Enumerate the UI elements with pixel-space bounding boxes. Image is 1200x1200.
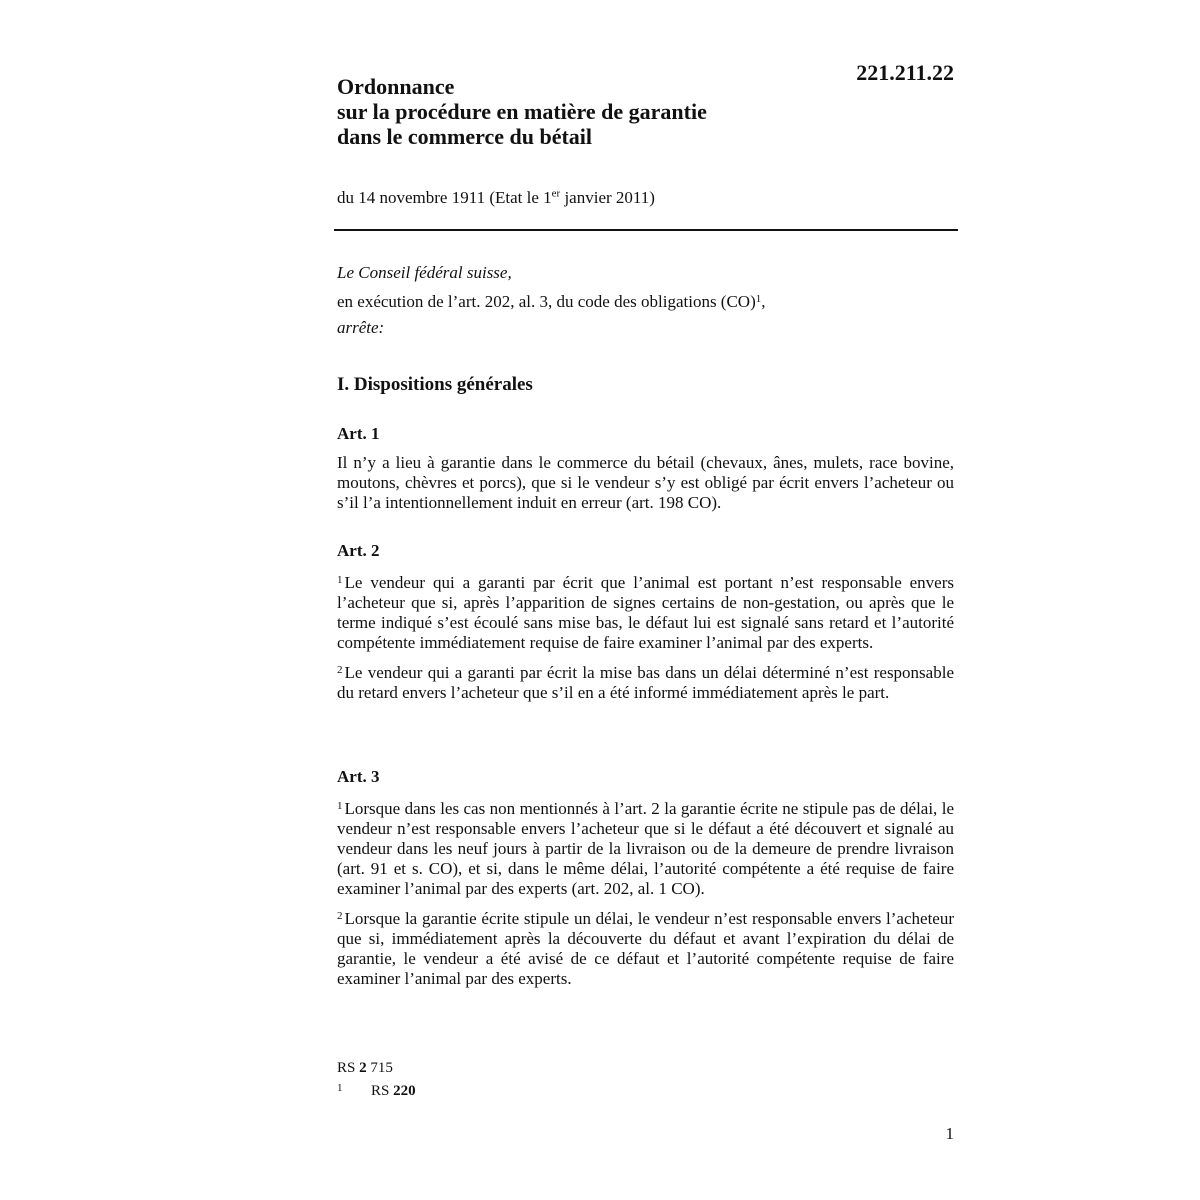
paragraph-number: 2 <box>337 910 343 922</box>
source-page: 715 <box>366 1060 393 1076</box>
article-paragraph <box>337 570 954 653</box>
paragraph-text: Le vendeur qui a garanti par écrit la mise bas dans un délai déterminé n’est responsable du retard envers l’acheteur que s’il en a été informé immédiatement après le part. <box>337 663 954 702</box>
paragraph-text: Lorsque la garantie écrite stipule un délai, le vendeur n’est responsable envers l’acheteur que si, immédiatement après la découverte du défaut et avant l’expiration du délai de garantie, le vendeur a été avisé de ce défaut et l’autorité compétente requise de faire examiner l’animal par des experts. <box>337 909 954 988</box>
footnote-prefix: RS <box>371 1083 394 1099</box>
source-volume: 2 <box>359 1060 367 1076</box>
footnote-1 <box>337 1078 416 1101</box>
article-title: Art. 2 <box>337 541 380 560</box>
page-number: 1 <box>945 1124 954 1143</box>
footnote-number: 1 <box>337 1082 343 1094</box>
article-paragraph <box>337 660 954 703</box>
paragraph-text: Lorsque dans les cas non mentionnés à l’art. 2 la garantie écrite ne stipule pas de délai, le vendeur n’est responsable envers l’acheteur que si le défaut a été découvert et signalé au vendeur dans les neuf jours à partir de la livraison ou de la demeure de prendre livraison (art. 91 et s. CO), et si, dans le même délai, l’autorité compétente a été requise de faire examiner l’animal par des experts (art. 202, al. 1 CO). <box>337 799 954 898</box>
article-2 <box>337 541 954 710</box>
article-title: Art. 3 <box>337 767 380 786</box>
date-prefix: du 14 novembre 1911 (Etat le 1 <box>337 188 552 207</box>
footnote-reference-number: 220 <box>393 1083 416 1099</box>
sr-number: 221.211.22 <box>856 60 954 85</box>
footnote-reference[interactable]: 1 <box>755 293 762 305</box>
paragraph-number: 1 <box>337 800 343 812</box>
preamble-basis-end: , <box>761 292 766 311</box>
source-prefix: RS <box>337 1060 360 1076</box>
title-line: Ordonnance <box>337 74 455 99</box>
date-superscript: er <box>551 187 561 200</box>
paragraph-number: 2 <box>337 664 343 676</box>
title-line: sur la procédure en matière de garantie <box>337 99 707 124</box>
article-paragraph <box>337 906 954 989</box>
preamble <box>337 260 766 341</box>
document-title <box>337 74 707 149</box>
article-title: Art. 1 <box>337 424 380 443</box>
section-heading: I. Dispositions générales <box>337 374 533 395</box>
paragraph-number: 1 <box>337 574 343 586</box>
source-reference <box>337 1058 416 1078</box>
article-3 <box>337 767 954 996</box>
footnotes <box>337 1058 416 1101</box>
preamble-authority: Le Conseil fédéral suisse, <box>337 263 512 282</box>
preamble-basis-text: en exécution de l’art. 202, al. 3, du code des obligations (CO) <box>337 292 756 311</box>
paragraph-text: Le vendeur qui a garanti par écrit que l’animal est portant n’est responsable envers l’acheteur que si, après l’apparition de signes certains de non-gestation, ou après que le terme indiqué s’est écoulé sans mise bas, le défaut lui est signalé sans retard et l’autorité compétente immédiatement requise de faire examiner l’animal par des experts. <box>337 573 954 652</box>
title-line: dans le commerce du bétail <box>337 124 593 149</box>
title-divider <box>334 229 958 231</box>
paragraph-text: Il n’y a lieu à garantie dans le commerce du bétail (chevaux, ânes, mulets, race bovine, moutons, chèvres et porcs), que si le vendeur s’y est obligé par écrit envers l’acheteur ou s’il l’a intentionnellement induit en erreur (art. 198 CO). <box>337 453 954 512</box>
article-paragraph <box>337 796 954 899</box>
enactment-date <box>337 188 655 208</box>
article-paragraph <box>337 453 954 513</box>
date-suffix: janvier 2011) <box>560 188 655 207</box>
preamble-basis <box>337 286 766 315</box>
preamble-decision: arrête: <box>337 318 385 337</box>
article-1 <box>337 424 954 520</box>
